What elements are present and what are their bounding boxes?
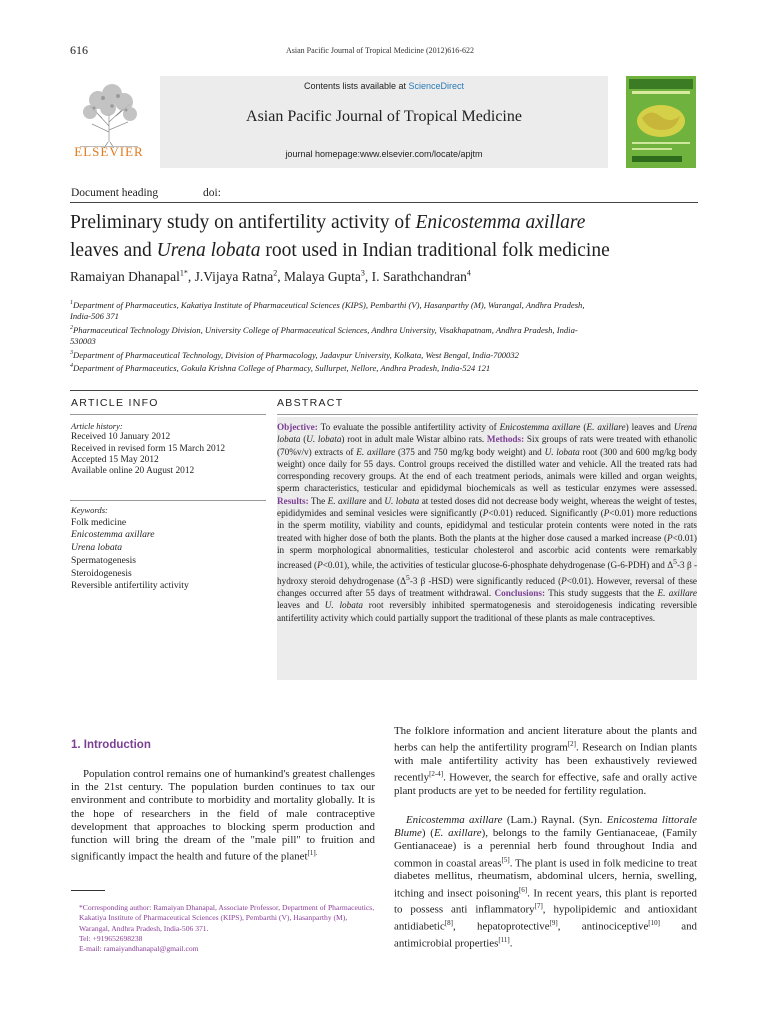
history-item: Accepted 15 May 2012 <box>71 454 159 465</box>
title-species-1: Enicostemma axillare <box>415 212 586 233</box>
intro-paragraph: Population control remains one of humankind's greatest challenges in the 21st century. The population burden continues to tax our environment and contribute to morbidity and mortality globally. It is the hope of researchers in the field of male contraceptive development that approaches to blocking sperm production and function will bring the dream of the "male pill" to fruition and significantly impact the health and future of the planet$^{[1].}$ <box>71 768 375 863</box>
intro-paragraph: The folklore information and ancient literature about the plants and herbs can help the antifertility program[2]. Research on Indian plants with male antifertility activity has been exhaustively reviewed recently[2-4]. However, the search for effective, safe and orally active plant products are yet to be needed for fertility regulation. <box>394 725 697 798</box>
footnote-author: *Corresponding author: Ramaiyan Dhanapal, Associate Professor, Department of Pharmaceutics, Kakatiya Institute of Pharmaceutical Sciences (KIPS), Pembarthi (V), Hasanparthy (M), Warangal, Andhra Pradesh, India-506 371. <box>79 903 375 933</box>
intro-paragraph: Enicostemma axillare (Lam.) Raynal. (Syn. Enicostema littorale Blume) (E. axillare), belongs to the family Gentianaceae, (Family Gentianaceae) is a perennial herb found throughout India and common in coastal areas[5]. The plant is used in folk medicine to treat diabetes mellitus, rheumatism, abdominal ulcers, hernia, swelling, itching and insect poisoning[6]. In recent years, this plant is reported to possess anti inflammatory[7], hypolipidemic and antioxidant antidiabetic[8], hepatoprotective[9], antinociceptive[10] and antimicrobial properties[11]. <box>394 814 698 950</box>
article-info-heading: ARTICLE INFO <box>71 397 159 409</box>
keywords <box>71 504 189 593</box>
article-title <box>70 209 710 265</box>
title-species-2: Urena lobata <box>156 240 261 261</box>
elsevier-wordmark: ELSEVIER <box>74 144 144 159</box>
history-item: Received in revised form 15 March 2012 <box>71 443 226 454</box>
author: Ramaiyan Dhanapal$^{1*}$, <box>70 268 195 284</box>
footnote-tel: Tel: +919652698238 <box>79 933 143 943</box>
title-text: root used in Indian traditional folk medicine <box>260 240 610 261</box>
abstract-rule <box>277 414 698 415</box>
heading-rule <box>70 202 698 203</box>
keyword-item: Reversible antifertility activity <box>71 580 189 592</box>
journal-homepage[interactable]: journal homepage:www.elsevier.com/locate/apjtm <box>285 149 483 159</box>
methods-label: Methods: <box>486 434 525 445</box>
section-heading: 1. Introduction <box>71 739 151 751</box>
contents-line <box>160 81 608 91</box>
author: J.Vijaya Ratna$^2$, <box>194 268 285 284</box>
affiliation: $^2$Pharmaceutical Technology Division, University College of Pharmaceutical Sciences, Andhra University, Visakhapatnam, Andhra Pradesh, India- 530003 <box>70 324 578 347</box>
author: Malaya Gupta$^3$, <box>284 268 372 284</box>
section-rule <box>70 390 698 391</box>
keyword-item: Spermatogenesis <box>71 554 137 566</box>
keywords-label: Keywords: <box>71 505 108 515</box>
affiliation: $^1$Department of Pharmaceutics, Kakatiya Institute of Pharmaceutical Sciences (KIPS), Pembarthi (V), Hasanparthy (M), Warangal, Andhra Pradesh, India-506 371 <box>70 299 585 322</box>
history-label: Article history: <box>71 421 123 431</box>
footnote-rule <box>71 890 105 891</box>
title-text: Preliminary study on antifertility activity of <box>70 212 416 233</box>
affiliation: $^4$Department of Pharmaceutics, Gokula Krishna College of Pharmacy, Sullurpet, Nellore, Andhra Pradesh, India-524 121 <box>70 362 491 373</box>
running-head: Asian Pacific Journal of Tropical Medicine (2012)616-622 <box>286 46 474 55</box>
document-heading: Document heading <box>71 187 159 199</box>
info-rule <box>70 500 266 501</box>
doi-label: doi: <box>203 187 221 199</box>
keyword-item: Folk medicine <box>71 516 127 528</box>
conclusions-label: Conclusions: <box>494 587 546 598</box>
elsevier-logo <box>68 76 150 160</box>
abstract-heading: ABSTRACT <box>277 397 344 409</box>
history-item: Available online 20 August 2012 <box>71 466 195 477</box>
objective-label: Objective: <box>277 422 318 432</box>
info-rule <box>70 414 266 415</box>
footnote-email[interactable]: E-mail: ramaiyandhanapal@gmail.com <box>79 944 199 954</box>
article-history <box>71 421 225 477</box>
history-item: Received 10 January 2012 <box>71 432 171 443</box>
results-label: Results: <box>277 495 309 506</box>
corresponding-author-footnote <box>71 903 376 954</box>
journal-title: Asian Pacific Journal of Tropical Medicine <box>246 108 522 125</box>
contents-prefix: Contents lists available at <box>303 81 409 91</box>
keyword-item: Enicostemma axillare <box>71 529 155 541</box>
page-number: 616 <box>70 43 88 57</box>
keyword-item: Urena lobata <box>71 542 123 554</box>
title-text: leaves and <box>70 240 157 261</box>
sciencedirect-link[interactable]: ScienceDirect <box>408 81 465 91</box>
author-list <box>70 268 471 285</box>
journal-cover-icon <box>626 76 696 168</box>
affiliation: $^3$Department of Pharmaceutical Technology, Division of Pharmacology, Jadavpur University, Kolkata, West Bengal, India-700032 <box>70 349 519 360</box>
keyword-item: Steroidogenesis <box>71 567 132 579</box>
journal-cover-image <box>626 76 696 168</box>
author: I. Sarathchandran$^4$ <box>371 268 471 284</box>
abstract-body: Objective: To evaluate the possible antifertility activity of Enicostemma axillare (E. axillare) leaves and Urena lobata (U. lobata) root in adult male Wistar albino rats. Methods: Six groups of rats were treated with ethanolic (70%v/v) extracts of E. axillare (375 and 750 mg/kg body weight) and U. lobata root (300 and 600 mg/kg body weight) once daily for 55 days. Control groups received the distilled water and vehicle. All the treated rats had corresponding recovery groups. At the end of each treatment periods, animals were killed and organ weights, sperm characteristics, testicular and epididymal biochemicals as well as testicular enzymes were assessed. Results: The E. axillare and U. lobata at tested doses did not decrease body weight, whereas the weight of testes, epididymides and seminal vesicles were significantly (P<0.01) reduced. Significantly (P<0.01) more reductions in the sperm motility, viability and counts, epididymal and testicular protein contents were noted in the rats treated with higher dose of both the plants. Both the plants at the higher dose caused a marked increase (P<0.01) in sperm morphological abnormalities, testicular cholesterol and ascorbic acid contents were remarkably increased (P<0.01), while, the activities of testicular glucose-6-phosphate dehydrogenase (G-6-PDH) and $\Delta^5-3$ β -hydroxy steroid dehydrogenase ($\Delta^5-3$ β -HSD) were significantly reduced (P<0.01). However, reversal of these changes occurred after 55 days of treatment withdrawal. Conclusions: This study suggests that the E. axillare leaves and U. lobata root reversibly inhibited spermatogenesis and steroidogenesis indicating reversible antifertility activity which could partially support the traditional of these plants as male contraceptives. <box>277 422 698 623</box>
